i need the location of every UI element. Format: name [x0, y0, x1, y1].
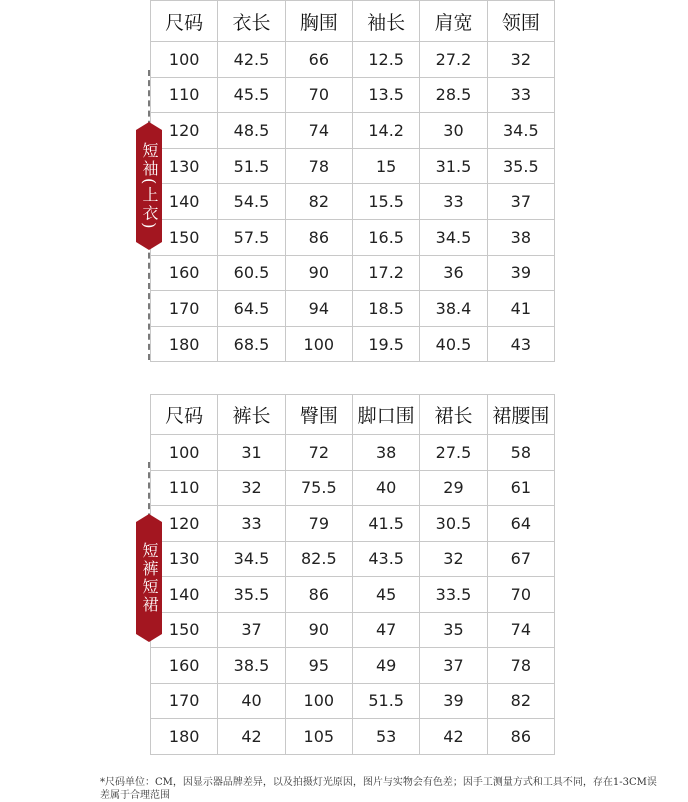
table-cell: 75.5 — [285, 470, 352, 506]
table-cell: 41 — [487, 291, 554, 327]
table-cell: 34.5 — [218, 541, 285, 577]
table-cell: 70 — [487, 577, 554, 613]
table-cell: 14.2 — [352, 113, 419, 149]
table-cell: 29 — [420, 470, 487, 506]
table-cell: 78 — [487, 648, 554, 684]
table-cell: 60.5 — [218, 255, 285, 291]
table-cell: 140 — [151, 577, 218, 613]
table-cell: 90 — [285, 255, 352, 291]
table-cell: 31 — [218, 435, 285, 471]
table-row — [151, 42, 555, 78]
table-cell: 38 — [487, 219, 554, 255]
table-cell: 170 — [151, 291, 218, 327]
table-cell: 42.5 — [218, 42, 285, 78]
table-cell: 100 — [285, 326, 352, 362]
table-cell: 43 — [487, 326, 554, 362]
table-cell: 82.5 — [285, 541, 352, 577]
table-cell: 31.5 — [420, 148, 487, 184]
table-row — [151, 541, 555, 577]
table-cell: 58 — [487, 435, 554, 471]
table-cell: 48.5 — [218, 113, 285, 149]
header-cell: 脚口围 — [352, 395, 419, 435]
table-cell: 110 — [151, 470, 218, 506]
table-row — [151, 291, 555, 327]
table-cell: 86 — [285, 577, 352, 613]
table-cell: 82 — [487, 683, 554, 719]
table-cell: 19.5 — [352, 326, 419, 362]
table-cell: 40.5 — [420, 326, 487, 362]
table-cell: 28.5 — [420, 77, 487, 113]
table-cell: 100 — [151, 435, 218, 471]
table-row — [151, 648, 555, 684]
table-row — [151, 113, 555, 149]
table-row — [151, 77, 555, 113]
table-cell: 12.5 — [352, 42, 419, 78]
table-cell: 32 — [218, 470, 285, 506]
header-cell: 袖长 — [352, 1, 419, 42]
table-row — [151, 148, 555, 184]
bottom-category-tag: 短裤短裙 — [136, 522, 162, 634]
table-cell: 34.5 — [420, 219, 487, 255]
table-cell: 15 — [352, 148, 419, 184]
table-cell: 86 — [487, 719, 554, 755]
table-cell: 51.5 — [218, 148, 285, 184]
table-row — [151, 612, 555, 648]
table-cell: 40 — [218, 683, 285, 719]
table-cell: 42 — [218, 719, 285, 755]
table-cell: 35.5 — [487, 148, 554, 184]
table-cell: 49 — [352, 648, 419, 684]
table-cell: 36 — [420, 255, 487, 291]
table-cell: 160 — [151, 255, 218, 291]
table-row — [151, 506, 555, 542]
table-cell: 105 — [285, 719, 352, 755]
table-cell: 94 — [285, 291, 352, 327]
table-cell: 32 — [487, 42, 554, 78]
header-cell: 衣长 — [218, 1, 285, 42]
table-cell: 45 — [352, 577, 419, 613]
table-cell: 27.5 — [420, 435, 487, 471]
table-cell: 16.5 — [352, 219, 419, 255]
header-cell: 臀围 — [285, 395, 352, 435]
table-cell: 37 — [487, 184, 554, 220]
top-header-row — [151, 1, 555, 42]
table-cell: 35.5 — [218, 577, 285, 613]
table-cell: 33 — [487, 77, 554, 113]
table-cell: 64.5 — [218, 291, 285, 327]
table-cell: 72 — [285, 435, 352, 471]
table-cell: 39 — [487, 255, 554, 291]
table-cell: 27.2 — [420, 42, 487, 78]
header-cell: 尺码 — [151, 395, 218, 435]
table-cell: 66 — [285, 42, 352, 78]
table-cell: 100 — [285, 683, 352, 719]
table-cell: 40 — [352, 470, 419, 506]
table-cell: 41.5 — [352, 506, 419, 542]
header-cell: 裙腰围 — [487, 395, 554, 435]
table-cell: 45.5 — [218, 77, 285, 113]
table-cell: 95 — [285, 648, 352, 684]
table-cell: 61 — [487, 470, 554, 506]
table-cell: 35 — [420, 612, 487, 648]
table-cell: 140 — [151, 184, 218, 220]
table-cell: 79 — [285, 506, 352, 542]
table-cell: 170 — [151, 683, 218, 719]
table-cell: 67 — [487, 541, 554, 577]
table-row — [151, 219, 555, 255]
table-cell: 43.5 — [352, 541, 419, 577]
table-cell: 38 — [352, 435, 419, 471]
table-cell: 38.5 — [218, 648, 285, 684]
table-cell: 33 — [420, 184, 487, 220]
top-category-tag: 短袖(上衣) — [136, 130, 162, 242]
table-cell: 74 — [487, 612, 554, 648]
table-cell: 120 — [151, 113, 218, 149]
table-cell: 53 — [352, 719, 419, 755]
table-cell: 42 — [420, 719, 487, 755]
table-cell: 30 — [420, 113, 487, 149]
table-cell: 13.5 — [352, 77, 419, 113]
table-row — [151, 683, 555, 719]
table-cell: 64 — [487, 506, 554, 542]
header-cell: 裤长 — [218, 395, 285, 435]
table-cell: 160 — [151, 648, 218, 684]
header-cell: 尺码 — [151, 1, 218, 42]
table-cell: 150 — [151, 219, 218, 255]
table-cell: 70 — [285, 77, 352, 113]
table-cell: 30.5 — [420, 506, 487, 542]
table-row — [151, 435, 555, 471]
table-row — [151, 470, 555, 506]
table-cell: 33.5 — [420, 577, 487, 613]
table-cell: 57.5 — [218, 219, 285, 255]
table-row — [151, 255, 555, 291]
table-row — [151, 184, 555, 220]
header-cell: 领围 — [487, 1, 554, 42]
table-row — [151, 326, 555, 362]
table-cell: 17.2 — [352, 255, 419, 291]
table-cell: 51.5 — [352, 683, 419, 719]
header-cell: 胸围 — [285, 1, 352, 42]
table-cell: 37 — [218, 612, 285, 648]
table-cell: 82 — [285, 184, 352, 220]
header-cell: 肩宽 — [420, 1, 487, 42]
table-cell: 180 — [151, 326, 218, 362]
table-cell: 47 — [352, 612, 419, 648]
table-cell: 37 — [420, 648, 487, 684]
table-cell: 68.5 — [218, 326, 285, 362]
header-cell: 裙长 — [420, 395, 487, 435]
table-cell: 39 — [420, 683, 487, 719]
table-cell: 86 — [285, 219, 352, 255]
table-cell: 32 — [420, 541, 487, 577]
table-cell: 120 — [151, 506, 218, 542]
top-size-table — [150, 0, 555, 362]
table-cell: 54.5 — [218, 184, 285, 220]
bottom-header-row — [151, 395, 555, 435]
table-cell: 130 — [151, 148, 218, 184]
table-cell: 33 — [218, 506, 285, 542]
measurement-footnote: *尺码单位：CM，因显示器品牌差异，以及拍摄灯光原因，图片与实物会有色差；因手工测量方式和工具不同，存在1-3CM误差属于合理范围 — [100, 777, 657, 801]
table-row — [151, 719, 555, 755]
table-cell: 15.5 — [352, 184, 419, 220]
table-cell: 78 — [285, 148, 352, 184]
table-cell: 90 — [285, 612, 352, 648]
table-cell: 34.5 — [487, 113, 554, 149]
table-cell: 38.4 — [420, 291, 487, 327]
bottom-size-table — [150, 394, 555, 755]
table-cell: 150 — [151, 612, 218, 648]
table-cell: 18.5 — [352, 291, 419, 327]
table-cell: 100 — [151, 42, 218, 78]
table-row — [151, 577, 555, 613]
table-cell: 74 — [285, 113, 352, 149]
table-cell: 130 — [151, 541, 218, 577]
table-cell: 180 — [151, 719, 218, 755]
table-cell: 110 — [151, 77, 218, 113]
